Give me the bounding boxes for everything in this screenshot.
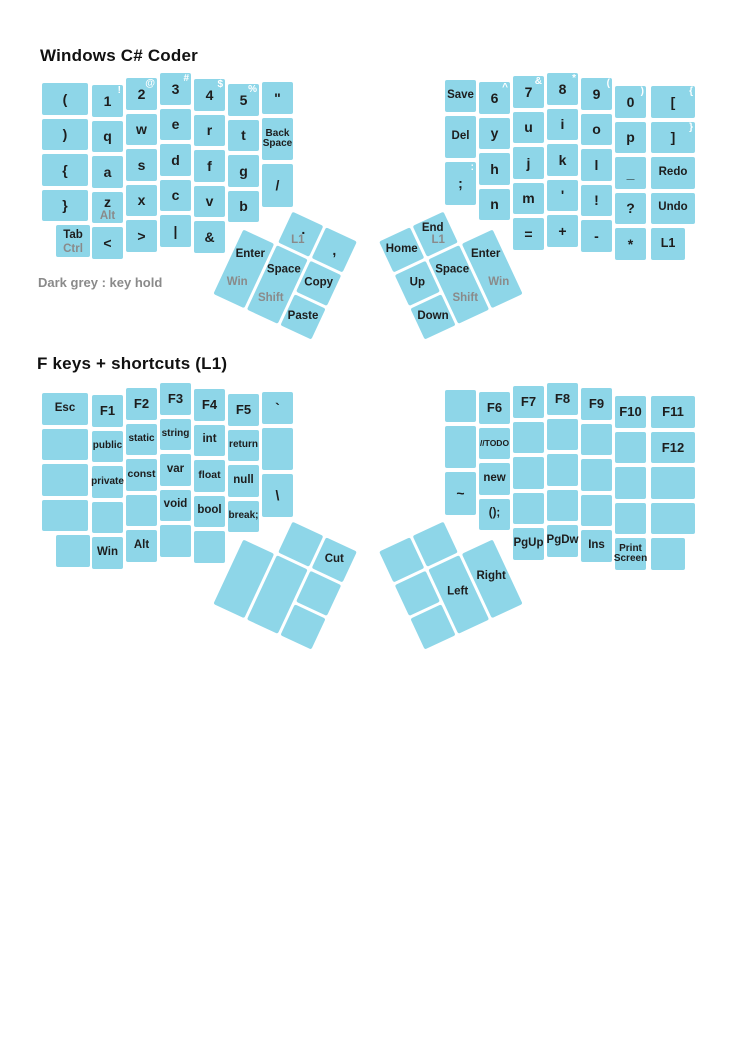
key-7 [513,76,544,108]
key-tap-label: 7 [524,83,533,100]
key-hold-label: Shift [452,291,479,304]
key-lbracket [651,86,695,118]
key-f6 [479,392,510,424]
key-tap-label: Right [476,569,506,582]
key-tap-label: _ [626,164,635,181]
key-tap-label: Save [447,88,474,101]
key-tap-label: F11 [662,404,684,420]
key-redo [651,157,695,189]
key-tap-label: PgDw [546,533,579,546]
key-null [228,465,259,497]
key-tap-label: = [524,225,533,242]
key-tap-label: n [490,196,499,213]
key-tap-label: y [490,125,499,142]
key-shift-label: ^ [502,82,508,93]
key-tap-label: . [301,220,306,237]
key-tap-label: & [204,228,215,245]
key-tap-label: b [239,198,248,215]
key-tap-label: new [483,471,506,484]
key-3 [160,73,191,105]
key-apostrophe [547,180,578,212]
key-equals [513,218,544,250]
key-private [92,466,123,498]
key-m [513,183,544,215]
key-l1 [651,228,685,260]
key-f10 [615,396,646,428]
key-k [547,144,578,176]
key-lparen [42,83,88,115]
key-tap-label: Copy [304,276,334,289]
key-string [160,419,191,451]
key-r [194,115,225,147]
key-tap-label: g [239,162,248,179]
key-tap-label: void [163,498,188,511]
key-bool [194,496,225,528]
key-x [126,185,157,217]
key-tap-label: u [524,119,533,136]
key-tap-label: v [205,193,214,210]
key-l [581,149,612,181]
key-tap-label: return [229,439,258,451]
key-tap-label: } [62,197,68,214]
key-tap-label: ~ [456,485,465,502]
key-hold-label: L1 [431,234,446,247]
key-tap-label: d [171,151,180,168]
layout-title-l1: F keys + shortcuts (L1) [37,354,228,373]
key-tap-label: private [91,475,124,487]
key-tap-label: ? [626,200,635,217]
key-tap-label: F6 [486,400,503,416]
key-blank [445,390,476,422]
key-blank [615,432,646,464]
key-tap-label: 9 [592,85,601,102]
key-tap-label: " [274,89,281,106]
key-tap-label: \ [275,487,280,504]
key-tap-label: s [137,156,146,173]
key-shift-label: @ [145,78,155,89]
key-tap-label: - [594,227,599,244]
key-i [547,109,578,141]
key-tap-label: null [233,473,254,486]
key-greater-than [126,220,157,252]
key-tap-label: Cut [324,553,344,566]
key-print-screen [615,538,646,570]
key-blank [445,426,476,469]
key-save [445,80,476,112]
key-blank [513,422,544,454]
key-tap-label: w [136,121,147,138]
layout-title-base: Windows C# Coder [40,46,198,65]
key-tap-label: ! [594,192,599,209]
key-tap-label: ' [560,187,565,204]
key-tap-label: static [128,433,155,445]
key-tap-label: { [62,161,68,178]
key-tap-label: j [526,154,531,171]
key-tap-label: Del [451,129,470,142]
key-blank [42,500,88,532]
key-blank [651,467,695,499]
key-tap-label: Print Screen [613,542,648,564]
key-g [228,155,259,187]
key-shift-label: } [689,121,693,133]
key-4 [194,79,225,111]
key-tap-label: F5 [235,402,252,418]
key-tap-label: break; [228,510,259,522]
key-tap-label: Left [446,585,469,598]
key-f4 [194,389,225,421]
key-tap-label: 0 [626,93,635,110]
key-1 [92,85,123,117]
key-ampersand [194,221,225,253]
key-tap-label: bool [197,504,222,517]
key-tap-label: public [92,440,123,452]
key-shift-label: % [248,84,257,95]
key-a [92,156,123,188]
key-win [92,537,123,569]
key-tap-label: string [161,428,190,440]
key-tap-label: PgUp [513,536,544,549]
key-blank [160,525,191,557]
key-static [126,424,157,456]
key-tap-label: Enter [235,247,266,260]
key-shift-label: ( [606,78,610,89]
key-tap-label: * [627,235,634,252]
key-tap-label: Down [417,310,449,323]
key-u [513,112,544,144]
key-tap-label: F9 [588,396,605,412]
key-f9 [581,388,612,420]
key-blank [92,502,123,534]
key-tap-label: ` [275,399,280,416]
key-quote [262,82,293,114]
key-tap-label: f [207,157,212,174]
key-ins [581,530,612,562]
key-tap-label: F10 [619,404,642,420]
legend-key-hold: Dark grey : key hold [38,275,163,290]
key-pipe [160,215,191,247]
key-hold-label: Ctrl [63,243,83,255]
key-hold-label: L1 [290,234,305,247]
key-blank [513,457,544,489]
key-tap-label: 8 [558,80,567,97]
key-backtick [262,392,293,424]
key-tap-label: h [490,160,499,177]
key-j [513,147,544,179]
key-tap-label: 6 [490,89,499,106]
key-2 [126,78,157,110]
key-tap-label: Enter [470,247,501,260]
key-tap-label: Back Space [262,127,293,149]
key-alt [126,530,157,562]
key-rbrace [42,190,88,222]
key-question [615,193,646,225]
key-tap-label: End [421,221,444,234]
key-s [126,149,157,181]
key-tap-label: F7 [520,394,537,410]
key-esc [42,393,88,425]
key-tap-label: Esc [54,401,76,414]
key-blank [42,429,88,461]
key-f3 [160,383,191,415]
key-tap-label: //TODO [479,437,510,448]
key-blank [581,424,612,456]
key-tap-label: t [241,127,246,144]
key-q [92,121,123,153]
key-tap-label: L1 [660,236,676,251]
key-tap-label: const [127,468,156,481]
key-blank [547,490,578,522]
key-blank [615,467,646,499]
key-w [126,114,157,146]
key-new [479,463,510,495]
key-underscore [615,157,646,189]
key-tap-label: p [626,129,635,146]
key-hold-label: Win [226,276,248,289]
key-f7 [513,386,544,418]
key-z [92,192,123,224]
key-tab [56,225,90,257]
key-f5 [228,394,259,426]
key-tap-label: l [594,156,599,173]
key-tap-label: i [560,116,565,133]
key-shift-label: & [534,76,542,87]
key-tap-label: Win [97,545,118,558]
key-f8 [547,383,578,415]
key-const [126,459,157,491]
key-tap-label: 4 [205,86,214,103]
key-tap-label: Up [409,276,426,289]
key-tap-label: 1 [103,92,112,109]
key-pgdw [547,525,578,557]
key-y [479,118,510,150]
key-blank [262,428,293,471]
key-tap-label: Tab [63,228,83,241]
key-blank [615,503,646,535]
key-pgup [513,528,544,560]
key-int [194,425,225,457]
key-var [160,454,191,486]
key-less-than [92,227,123,259]
key-tap-label: | [173,222,178,239]
key-shift-label: ) [640,86,644,97]
key-hold-label: Shift [257,291,284,304]
key-tap-label: F12 [661,439,685,455]
key-tap-label: Home [385,243,418,256]
key-blank [547,419,578,451]
key-tap-label: ( [62,90,68,107]
key-void [160,490,191,522]
key-tap-label: q [103,128,112,145]
key-tap-label: m [522,190,535,207]
key-back-space [262,118,293,161]
key-tap-label: Paste [287,310,319,323]
key-6 [479,82,510,114]
key-tap-label: int [202,433,217,446]
key-tap-label: k [558,151,567,168]
key-tap-label: Space [266,263,301,276]
key-float [194,460,225,492]
key-tap-label: Ins [588,538,605,551]
key-blank [194,531,225,563]
key-shift-label: # [183,73,189,84]
key-t [228,120,259,152]
key-tap-label: 2 [137,85,146,102]
key-9 [581,78,612,110]
key-p [615,122,646,154]
key-blank [126,495,157,527]
key-hold-label: Alt [99,209,116,222]
key-tap-label: Undo [658,201,688,214]
key-h [479,153,510,185]
key-c [160,180,191,212]
key-tap-label: e [171,116,180,133]
key-tap-label: z [104,194,111,211]
key-tap-label: a [103,163,112,180]
key-f11 [651,396,695,428]
key-tap-label: F8 [554,391,571,407]
key-shift-label: { [689,86,693,97]
key-shift-label: : [470,162,474,173]
key-tap-label: ; [458,175,463,192]
key-tap-label: F3 [167,391,184,407]
key-v [194,186,225,218]
key-rbracket [651,122,695,154]
key-del [445,116,476,159]
key-tap-label: , [332,241,337,258]
key-tap-label: F2 [133,396,150,412]
key-blank [42,464,88,496]
key-tap-label: / [275,177,280,194]
key-f12 [651,432,695,464]
key-undo [651,193,695,225]
key-f [194,150,225,182]
key-0 [615,86,646,118]
key-o [581,114,612,146]
key-shift-label: $ [217,79,223,90]
key-8 [547,73,578,105]
key-tap-label: ] [670,129,676,146]
key-5 [228,84,259,116]
key-tap-label: (); [488,507,501,520]
key-shift-label: * [572,73,576,84]
key-tap-label: r [206,122,213,139]
key-tap-label: [ [670,93,676,110]
key-plus [547,215,578,247]
key-minus [581,220,612,252]
key-tap-label: + [558,222,567,239]
key-e [160,109,191,141]
key-tap-label: 3 [171,80,180,97]
key-tap-label: > [137,227,146,244]
key-return [228,430,259,462]
key-tap-label: c [171,187,180,204]
key-tap-label: var [166,462,185,475]
key-d [160,144,191,176]
key-tap-label: x [137,192,146,209]
key-blank [547,454,578,486]
key-tap-label: Alt [133,538,150,551]
key-blank [581,495,612,527]
key-tap-label: F1 [99,403,116,419]
key-lbrace [42,154,88,186]
key-exclamation [581,185,612,217]
key-blank [56,535,90,567]
key-f1 [92,395,123,427]
key-tap-label: < [103,234,112,251]
key-shift-label: ! [117,85,121,96]
key-tap-label: F4 [201,397,218,413]
key-tap-label: Redo [658,165,688,178]
key-blank [651,538,685,570]
key-f2 [126,388,157,420]
key-tap-label: o [592,121,601,138]
key-hold-label: Win [488,276,510,289]
key-tap-label: 5 [239,91,248,108]
key-rparen [42,119,88,151]
key-tap-label: Space [435,263,470,276]
key-tap-label: float [198,469,221,482]
key-asterisk [615,228,646,260]
key-blank [513,493,544,525]
key-blank [581,459,612,491]
key-tap-label: ) [62,126,68,143]
key-todo [479,428,510,460]
key-public [92,431,123,463]
key-blank [651,503,695,535]
